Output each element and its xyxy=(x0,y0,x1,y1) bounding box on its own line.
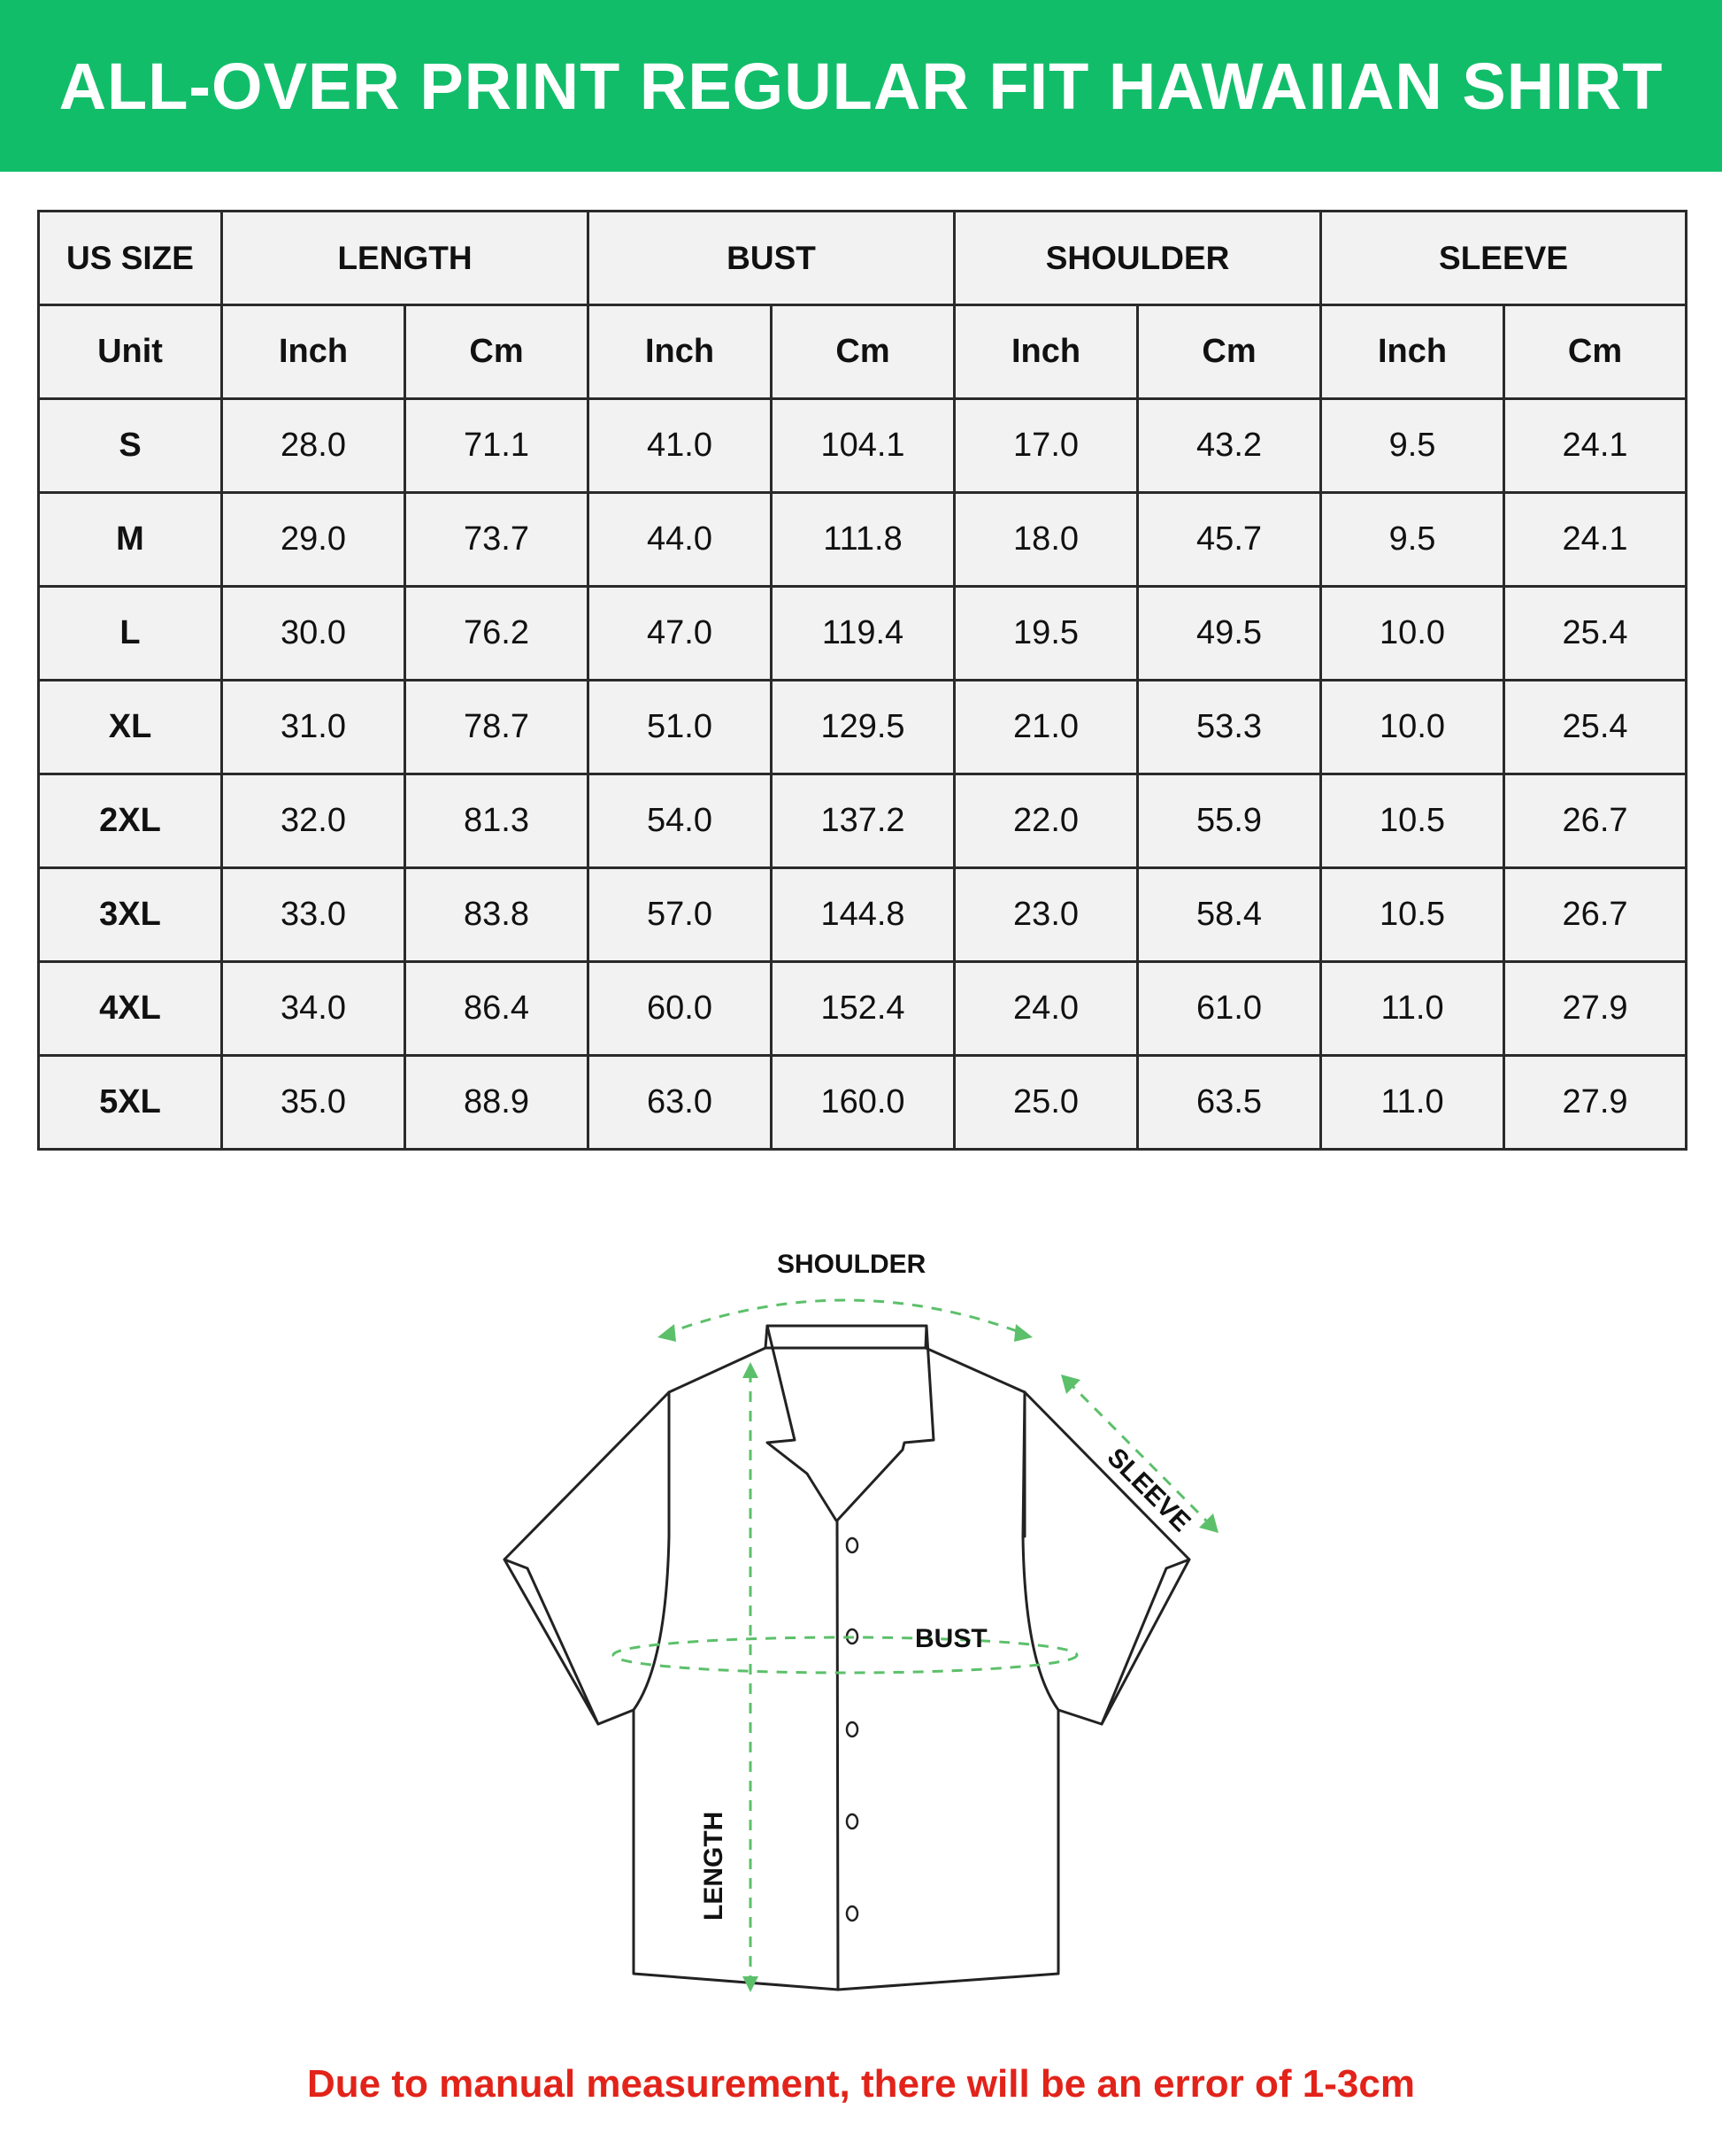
cell-sleeve-inch: 9.5 xyxy=(1321,493,1504,587)
cell-length-cm: 71.1 xyxy=(405,399,588,493)
cell-shoulder-inch: 17.0 xyxy=(955,399,1138,493)
header-us-size: US SIZE xyxy=(39,212,222,305)
cell-sleeve-cm: 26.7 xyxy=(1504,868,1687,962)
unit-label: Unit xyxy=(39,305,222,399)
cell-length-inch: 29.0 xyxy=(222,493,405,587)
cell-length-cm: 78.7 xyxy=(405,681,588,774)
cell-sleeve-cm: 24.1 xyxy=(1504,493,1687,587)
cell-length-cm: 73.7 xyxy=(405,493,588,587)
unit-cell: Inch xyxy=(222,305,405,399)
cell-sleeve-inch: 9.5 xyxy=(1321,399,1504,493)
shirt-outline-illustration xyxy=(0,1221,1722,2018)
cell-shoulder-inch: 18.0 xyxy=(955,493,1138,587)
size-cell: 3XL xyxy=(39,868,222,962)
cell-length-cm: 88.9 xyxy=(405,1056,588,1150)
unit-cell: Inch xyxy=(955,305,1138,399)
cell-length-cm: 81.3 xyxy=(405,774,588,868)
bust-label: BUST xyxy=(915,1624,988,1653)
shoulder-label: SHOULDER xyxy=(777,1250,926,1279)
cell-shoulder-inch: 24.0 xyxy=(955,962,1138,1056)
cell-bust-cm: 152.4 xyxy=(772,962,955,1056)
header-row xyxy=(39,212,1687,305)
title-banner xyxy=(0,0,1722,172)
cell-sleeve-cm: 26.7 xyxy=(1504,774,1687,868)
cell-shoulder-cm: 49.5 xyxy=(1138,587,1321,681)
cell-length-cm: 86.4 xyxy=(405,962,588,1056)
cell-bust-inch: 54.0 xyxy=(588,774,772,868)
size-cell: S xyxy=(39,399,222,493)
cell-sleeve-cm: 27.9 xyxy=(1504,962,1687,1056)
cell-bust-cm: 129.5 xyxy=(772,681,955,774)
cell-shoulder-cm: 43.2 xyxy=(1138,399,1321,493)
cell-bust-inch: 60.0 xyxy=(588,962,772,1056)
measurement-note: Due to manual measurement, there will be an error of 1-3cm xyxy=(307,2062,1415,2106)
header-shoulder: SHOULDER xyxy=(955,212,1321,305)
page-title: ALL-OVER PRINT REGULAR FIT HAWAIIAN SHIRT xyxy=(58,49,1664,123)
button-circles xyxy=(847,1538,857,1921)
header-bust: BUST xyxy=(588,212,955,305)
unit-row xyxy=(39,305,1687,399)
table-row xyxy=(39,399,1687,493)
unit-cell: Inch xyxy=(588,305,772,399)
cell-bust-cm: 144.8 xyxy=(772,868,955,962)
header-sleeve: SLEEVE xyxy=(1321,212,1687,305)
cell-sleeve-inch: 11.0 xyxy=(1321,962,1504,1056)
table-row xyxy=(39,868,1687,962)
table-row xyxy=(39,1056,1687,1150)
cell-bust-inch: 51.0 xyxy=(588,681,772,774)
header-length: LENGTH xyxy=(222,212,588,305)
unit-cell: Cm xyxy=(1138,305,1321,399)
unit-cell: Cm xyxy=(1504,305,1687,399)
size-cell: M xyxy=(39,493,222,587)
cell-bust-cm: 160.0 xyxy=(772,1056,955,1150)
cell-bust-cm: 111.8 xyxy=(772,493,955,587)
cell-shoulder-cm: 53.3 xyxy=(1138,681,1321,774)
cell-length-inch: 32.0 xyxy=(222,774,405,868)
cell-bust-inch: 47.0 xyxy=(588,587,772,681)
cell-sleeve-inch: 11.0 xyxy=(1321,1056,1504,1150)
table-row xyxy=(39,493,1687,587)
cell-shoulder-cm: 58.4 xyxy=(1138,868,1321,962)
cell-length-cm: 76.2 xyxy=(405,587,588,681)
length-label: LENGTH xyxy=(699,1811,728,1921)
cell-length-inch: 31.0 xyxy=(222,681,405,774)
cell-length-inch: 33.0 xyxy=(222,868,405,962)
cell-length-inch: 28.0 xyxy=(222,399,405,493)
cell-length-inch: 30.0 xyxy=(222,587,405,681)
cell-sleeve-inch: 10.5 xyxy=(1321,774,1504,868)
unit-cell: Inch xyxy=(1321,305,1504,399)
cell-shoulder-inch: 23.0 xyxy=(955,868,1138,962)
cell-length-inch: 34.0 xyxy=(222,962,405,1056)
cell-bust-inch: 44.0 xyxy=(588,493,772,587)
cell-bust-inch: 57.0 xyxy=(588,868,772,962)
cell-shoulder-cm: 55.9 xyxy=(1138,774,1321,868)
cell-shoulder-inch: 21.0 xyxy=(955,681,1138,774)
size-cell: L xyxy=(39,587,222,681)
cell-length-inch: 35.0 xyxy=(222,1056,405,1150)
cell-shoulder-inch: 19.5 xyxy=(955,587,1138,681)
cell-shoulder-inch: 25.0 xyxy=(955,1056,1138,1150)
cell-shoulder-cm: 45.7 xyxy=(1138,493,1321,587)
arrow-heads xyxy=(657,1324,1218,1992)
cell-sleeve-cm: 24.1 xyxy=(1504,399,1687,493)
cell-sleeve-cm: 25.4 xyxy=(1504,587,1687,681)
cell-bust-cm: 119.4 xyxy=(772,587,955,681)
size-cell: 2XL xyxy=(39,774,222,868)
cell-shoulder-cm: 61.0 xyxy=(1138,962,1321,1056)
cell-sleeve-cm: 27.9 xyxy=(1504,1056,1687,1150)
unit-cell: Cm xyxy=(405,305,588,399)
table-row xyxy=(39,774,1687,868)
cell-sleeve-cm: 25.4 xyxy=(1504,681,1687,774)
cell-sleeve-inch: 10.0 xyxy=(1321,587,1504,681)
cell-bust-cm: 137.2 xyxy=(772,774,955,868)
shirt-measurement-diagram xyxy=(0,1221,1722,2018)
cell-bust-inch: 41.0 xyxy=(588,399,772,493)
size-chart-table xyxy=(37,210,1687,1151)
table-row xyxy=(39,587,1687,681)
cell-sleeve-inch: 10.0 xyxy=(1321,681,1504,774)
cell-length-cm: 83.8 xyxy=(405,868,588,962)
unit-cell: Cm xyxy=(772,305,955,399)
size-cell: 5XL xyxy=(39,1056,222,1150)
cell-bust-cm: 104.1 xyxy=(772,399,955,493)
table-row xyxy=(39,962,1687,1056)
cell-shoulder-inch: 22.0 xyxy=(955,774,1138,868)
cell-sleeve-inch: 10.5 xyxy=(1321,868,1504,962)
table-row xyxy=(39,681,1687,774)
cell-shoulder-cm: 63.5 xyxy=(1138,1056,1321,1150)
cell-bust-inch: 63.0 xyxy=(588,1056,772,1150)
size-cell: 4XL xyxy=(39,962,222,1056)
sleeve-label: SLEEVE xyxy=(1101,1443,1196,1538)
size-cell: XL xyxy=(39,681,222,774)
